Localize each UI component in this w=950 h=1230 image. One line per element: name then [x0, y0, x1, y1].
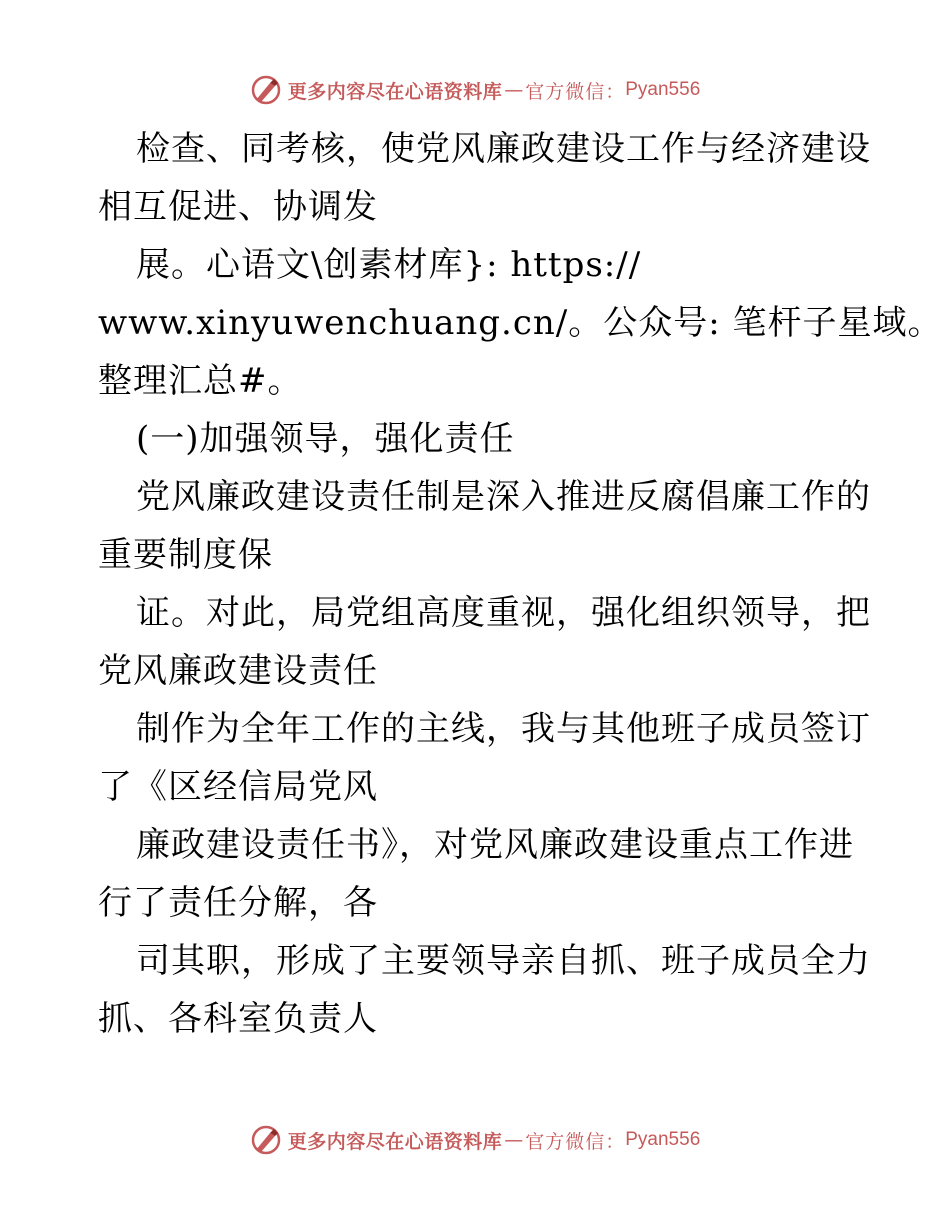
text-line: 抓、各科室负责人 — [98, 999, 378, 1039]
watermark-wechat-id: Pyan556 — [625, 79, 701, 100]
text-line: 重要制度保 — [98, 535, 273, 575]
watermark-dash: — — [504, 79, 524, 101]
text-line: 制作为全年工作的主线，我与其他班子成员签订 — [136, 709, 871, 749]
watermark-brand: 更多内容尽在心语资料库 — [287, 80, 503, 103]
watermark-label: 官方微信： — [525, 1130, 626, 1153]
text-line: 党风廉政建设责任制是深入推进反腐倡廉工作的 — [136, 477, 871, 517]
text-line: 整理汇总#。 — [98, 361, 303, 401]
watermark-wechat-id: Pyan556 — [625, 1129, 701, 1150]
watermark-dash: — — [504, 1129, 524, 1151]
watermark-brand: 更多内容尽在心语资料库 — [287, 1130, 503, 1153]
text-line: 司其职，形成了主要领导亲自抓、班子成员全力 — [136, 941, 871, 981]
document-body — [98, 120, 943, 1048]
text-line: 展。心语文\创素材库}: https:// — [136, 245, 642, 285]
section-heading: (一)加强领导，强化责任 — [136, 419, 515, 459]
footer-watermark — [0, 1120, 950, 1160]
text-line: 党风廉政建设责任 — [98, 651, 378, 691]
header-watermark — [0, 70, 950, 110]
text-line: www.xinyuwenchuang.cn/。公众号: 笔杆子星域。 — [98, 303, 943, 343]
pen-logo-icon — [250, 1124, 282, 1156]
pen-logo-icon — [250, 74, 282, 106]
watermark-label: 官方微信： — [525, 80, 626, 103]
text-line: 廉政建设责任书》，对党风廉政建设重点工作进 — [136, 825, 854, 865]
text-line: 证。对此，局党组高度重视，强化组织领导，把 — [136, 593, 871, 633]
text-line: 检查、同考核，使党风廉政建设工作与经济建设 — [136, 129, 871, 169]
text-line: 相互促进、协调发 — [98, 187, 378, 227]
text-line: 行了责任分解，各 — [98, 883, 378, 923]
text-line: 了《区经信局党风 — [98, 767, 378, 807]
